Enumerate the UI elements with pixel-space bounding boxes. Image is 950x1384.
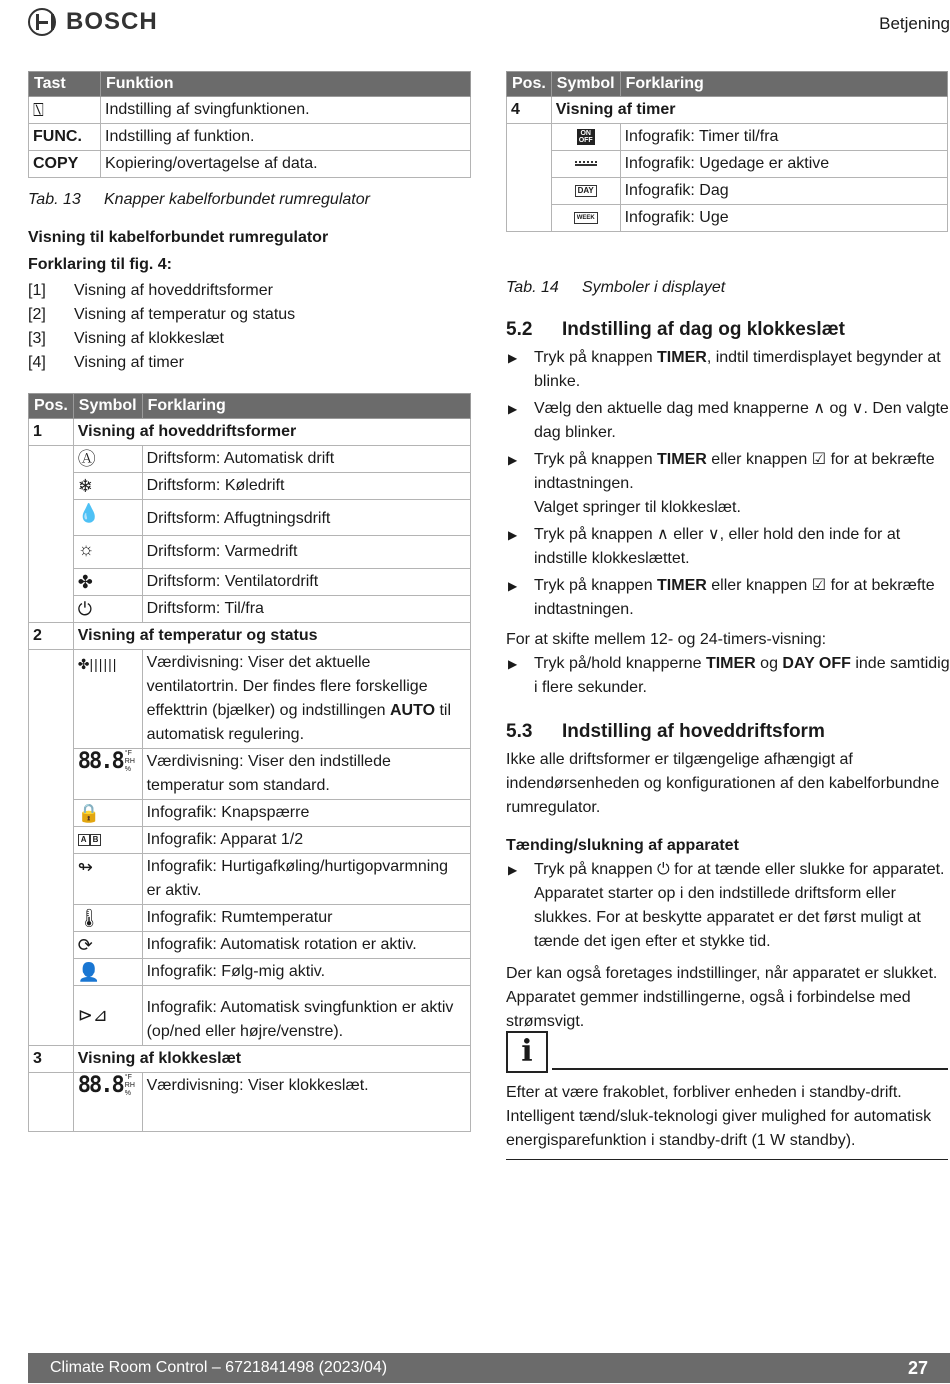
pos-cell: 1 <box>29 419 74 446</box>
explanation-cell: Driftsform: Til/fra <box>142 596 470 623</box>
explanation-cell: Infografik: Automatisk svingfunktion er aktiv (op/ned eller højre/venstre). <box>142 986 470 1046</box>
legend-item: [1] Visning af hoveddriftsformer <box>28 282 273 299</box>
paragraph: Ikke alle driftsformer er tilgængelige afhængigt af indendørsenheden og konfigurationen af den kabelforbundne rumregulator. <box>506 751 940 816</box>
page-number: 27 <box>907 1358 928 1378</box>
explanation-cell: Driftsform: Køledrift <box>142 473 470 500</box>
caption-number: Tab. 13 <box>28 191 81 208</box>
info-note <box>506 1031 948 1075</box>
key-cell: FUNC. <box>29 124 101 151</box>
explanation-cell: Infografik: Ugedage er aktive <box>620 151 947 178</box>
table-row <box>29 500 471 536</box>
key-cell: COPY <box>29 151 101 178</box>
explanation-cell: Infografik: Uge <box>620 205 947 232</box>
section-title: Visning af timer <box>551 97 947 124</box>
pos-cell-empty <box>29 1073 74 1132</box>
table-row <box>29 1073 471 1132</box>
symbol-cell <box>551 178 620 205</box>
caption-text: Symboler i displayet <box>582 279 726 296</box>
explanation-cell: Værdivisning: Viser den indstillede temperatur som standard. <box>142 749 470 800</box>
seven-segment-display-icon: 88.8 <box>77 1073 123 1098</box>
table-row <box>29 650 471 749</box>
table-row <box>507 124 948 151</box>
table-row <box>29 986 471 1046</box>
instruction-step: ▶ Tryk på knappen ∧ eller ∨, eller hold den inde for at indstille klokkeslættet. <box>506 523 950 571</box>
subheading: Tænding/slukning af apparatet <box>506 837 739 854</box>
brand-name: BOSCH <box>66 8 158 35</box>
col-header-explanation: Forklaring <box>142 394 470 419</box>
week-icon: WEEK <box>574 212 598 224</box>
weekdays-icon <box>575 161 597 166</box>
pos-cell: 4 <box>507 97 552 124</box>
key-cell <box>29 97 101 124</box>
symbol-cell <box>73 749 142 800</box>
table-keys <box>28 71 471 178</box>
figure-legend <box>28 279 295 375</box>
explanation-cell: Infografik: Dag <box>620 178 947 205</box>
col-header-symbol: Symbol <box>551 72 620 97</box>
table-row <box>29 446 471 473</box>
unit-indicators-icon: °F RH % <box>124 750 135 773</box>
explanation-cell: Infografik: Hurtigafkøling/hurtigopvarmning er aktiv. <box>142 854 470 905</box>
explanation-cell: Driftsform: Affugtningsdrift <box>142 500 470 536</box>
section-row <box>29 1046 471 1073</box>
paragraph: Der kan også foretages indstillinger, når apparatet er slukket. Apparatet gemmer indstillingerne, også i forbindelse med strømsvigt. <box>506 965 938 1030</box>
table-header-row <box>29 394 471 419</box>
chevron-up-icon: ∧ <box>813 400 826 417</box>
section-heading: 5.3 Indstilling af hoveddriftsform <box>506 721 825 742</box>
legend-heading: Forklaring til fig. 4: <box>28 256 173 273</box>
explanation-cell: Værdivisning: Viser det aktuelle ventilatortrin. Der findes flere forskellige effekttrin (bjælker) og indstillingen AUTO til automatisk regulering. <box>142 650 470 749</box>
table-row <box>29 124 471 151</box>
caption-text: Knapper kabelforbundet rumregulator <box>104 191 370 208</box>
explanation-cell: Infografik: Knapspærre <box>142 800 470 827</box>
section-title: Visning af hoveddriftsformer <box>73 419 470 446</box>
symbol-cell <box>73 596 142 623</box>
function-cell: Indstilling af funktion. <box>101 124 471 151</box>
section-label: Betjening <box>879 14 950 33</box>
info-icon: i <box>506 1031 548 1073</box>
section-heading: Visning til kabelforbundet rumregulator <box>28 229 329 246</box>
power-icon: ⏻ <box>657 861 670 878</box>
explanation-cell: Infografik: Følg-mig aktiv. <box>142 959 470 986</box>
chevron-up-icon: ∧ <box>657 526 669 543</box>
table-caption-14 <box>506 276 725 300</box>
section-heading: 5.2 Indstilling af dag og klokkeslæt <box>506 319 845 340</box>
explanation-cell: Infografik: Automatisk rotation er aktiv. <box>142 932 470 959</box>
table-row <box>29 569 471 596</box>
symbol-cell <box>73 854 142 905</box>
table-display-symbols <box>28 393 471 1132</box>
swing-icon: ⊳⊿ <box>77 1005 108 1026</box>
section-row <box>507 97 948 124</box>
symbol-cell <box>73 932 142 959</box>
pos-cell-empty <box>29 650 74 1046</box>
rotation-icon: ⟳ <box>77 934 93 955</box>
fan-icon: ✤ <box>77 571 93 592</box>
col-header-symbol: Symbol <box>73 394 142 419</box>
footer-text: Climate Room Control – 6721841498 (2023/04) <box>50 1359 388 1376</box>
table-row <box>507 178 948 205</box>
col-header-pos: Pos. <box>29 394 74 419</box>
paragraph: For at skifte mellem 12- og 24-timers-visning: <box>506 631 827 648</box>
symbol-cell <box>551 205 620 232</box>
table-row <box>29 905 471 932</box>
symbol-cell <box>73 500 142 536</box>
page-header <box>28 6 950 38</box>
symbol-cell <box>73 986 142 1046</box>
instruction-step: ▶ Tryk på knappen ⏻ for at tænde eller slukke for apparatet. Apparatet starter op i den indstillede driftsform eller slukkes. For at beskytte apparatet er det først muligt at tænde det igen efter et stykke tid. <box>506 858 950 954</box>
person-icon: 👤 <box>77 961 101 982</box>
explanation-cell: Infografik: Timer til/fra <box>620 124 947 151</box>
instruction-step: ▶ Tryk på/hold knapperne TIMER og DAY OFF inde samtidig i flere sekunder. <box>506 652 950 700</box>
pos-cell: 3 <box>29 1046 74 1073</box>
unit-a-icon: A <box>78 834 90 846</box>
table-row <box>29 749 471 800</box>
sun-icon: ☼ <box>77 538 95 559</box>
info-text: Efter at være frakoblet, forbliver enheden i standby-drift. Intelligent tænd/sluk-teknologi giver mulighed for automatisk energisparefunktion i standby-drift (1 W standby). <box>506 1081 948 1160</box>
explanation-cell: Driftsform: Automatisk drift <box>142 446 470 473</box>
seven-segment-display-icon: 88.8 <box>77 749 123 774</box>
table-caption-13 <box>28 188 370 212</box>
function-cell: Kopiering/overtagelse af data. <box>101 151 471 178</box>
table-header-row <box>507 72 948 97</box>
table-row <box>29 932 471 959</box>
section-title: Visning af temperatur og status <box>73 623 470 650</box>
unit-indicators-icon: °F RH % <box>124 1074 135 1097</box>
snowflake-icon: ❄ <box>77 475 93 496</box>
symbol-cell <box>551 151 620 178</box>
instruction-step: ▶ Vælg den aktuelle dag med knapperne ∧ og ∨. Den valgte dag blinker. <box>506 397 950 445</box>
explanation-cell: Værdivisning: Viser klokkeslæt. <box>142 1073 470 1132</box>
section-5-3 <box>506 720 950 1034</box>
table-row <box>29 596 471 623</box>
symbol-cell <box>73 650 142 749</box>
chevron-down-icon: ∨ <box>851 400 864 417</box>
legend-item: [2] Visning af temperatur og status <box>28 306 296 323</box>
explanation-cell: Infografik: Rumtemperatur <box>142 905 470 932</box>
function-cell: Indstilling af svingfunktionen. <box>101 97 471 124</box>
instruction-step: ▶ Tryk på knappen TIMER eller knappen ☑ for at bekræfte indtastningen. <box>506 574 950 622</box>
auto-mode-icon: Ⓐ <box>77 448 96 469</box>
page-footer <box>28 1353 950 1383</box>
col-header-key: Tast <box>29 72 101 97</box>
col-header-function: Funktion <box>101 72 471 97</box>
swing-key-icon: ⍂ <box>33 99 44 120</box>
table-header-row <box>29 72 471 97</box>
table-row <box>29 854 471 905</box>
table-row <box>507 151 948 178</box>
legend-item: [3] Visning af klokkeslæt <box>28 330 224 347</box>
instruction-step: ▶ Tryk på knappen TIMER, indtil timerdisplayet begynder at blinke. <box>506 346 950 394</box>
symbol-cell <box>73 569 142 596</box>
table-row <box>507 205 948 232</box>
instruction-step: ▶ Tryk på knappen TIMER eller knappen ☑ for at bekræfte indtastningen. Valget springer til klokkeslæt. <box>506 448 950 520</box>
pos-cell: 2 <box>29 623 74 650</box>
bosch-logo <box>28 8 158 36</box>
explanation-cell: Driftsform: Varmedrift <box>142 536 470 569</box>
symbol-cell <box>73 536 142 569</box>
table-row <box>29 97 471 124</box>
section-title: Visning af klokkeslæt <box>73 1046 470 1073</box>
fan-bars-icon: |||||| <box>89 655 118 672</box>
day-icon: DAY <box>575 185 597 197</box>
pos-cell-empty <box>29 446 74 623</box>
table-row <box>29 827 471 854</box>
table-row <box>29 473 471 500</box>
legend-item: [4] Visning af timer <box>28 354 184 371</box>
explanation-cell: Driftsform: Ventilatordrift <box>142 569 470 596</box>
lock-icon: 🔒 <box>77 802 101 823</box>
symbol-cell <box>551 124 620 151</box>
droplet-icon: 💧 <box>77 502 101 523</box>
col-header-pos: Pos. <box>507 72 552 97</box>
table-row <box>29 959 471 986</box>
col-header-explanation: Forklaring <box>620 72 947 97</box>
turbo-icon: ↬ <box>77 856 93 877</box>
chevron-down-icon: ∨ <box>707 526 720 543</box>
fan-speed-icon: ✤ <box>77 655 90 672</box>
symbol-cell <box>73 959 142 986</box>
symbol-cell <box>73 905 142 932</box>
info-divider <box>552 1068 948 1070</box>
thermometer-icon: 🌡 <box>77 907 101 928</box>
symbol-cell <box>73 473 142 500</box>
table-row <box>29 800 471 827</box>
section-row <box>29 419 471 446</box>
section-row <box>29 623 471 650</box>
on-off-icon: ON OFF <box>578 129 593 144</box>
bosch-armature-icon <box>28 8 56 36</box>
table-timer-symbols <box>506 71 948 232</box>
symbol-cell <box>73 827 142 854</box>
caption-number: Tab. 14 <box>506 279 559 296</box>
explanation-cell: Infografik: Apparat 1/2 <box>142 827 470 854</box>
unit-b-icon: B <box>90 834 102 846</box>
section-5-2 <box>506 318 950 700</box>
table-row <box>29 151 471 178</box>
symbol-cell <box>73 800 142 827</box>
symbol-cell <box>73 446 142 473</box>
table-row <box>29 536 471 569</box>
pos-cell-empty <box>507 124 552 232</box>
power-icon: ⏻ <box>77 598 93 619</box>
symbol-cell <box>73 1073 142 1132</box>
